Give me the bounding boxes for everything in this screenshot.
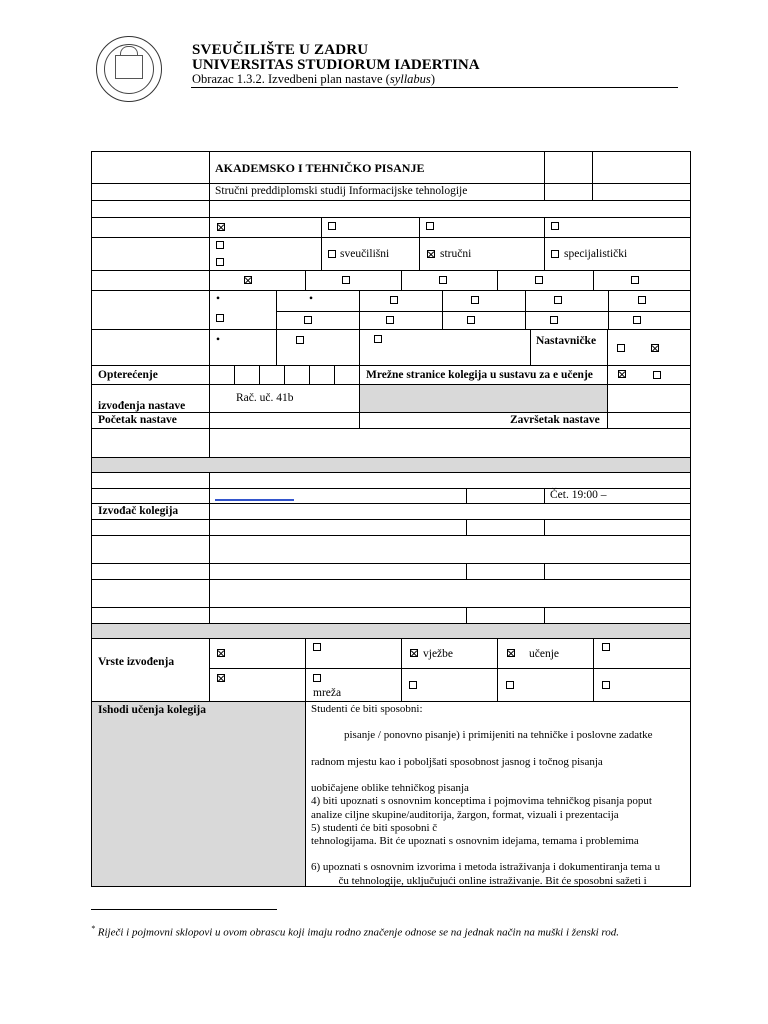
checkbox-checked[interactable] [217,223,225,231]
checkbox[interactable] [535,276,543,284]
course-title: AKADEMSKO I TEHNIČKO PISANJE [215,161,425,175]
web-pages-label: Mrežne stranice kolegija u sustavu za e učenje [366,369,593,381]
form-cell [91,200,210,218]
office-hours-value: Čet. 19:00 – [550,489,607,501]
form-cell [466,607,545,624]
checkbox[interactable] [313,643,321,651]
checkbox[interactable] [550,316,558,324]
checkbox-checked[interactable] [618,370,626,378]
checkbox[interactable] [216,314,224,322]
form-cell [91,488,210,504]
form-cell [359,384,608,413]
form-cell [234,365,260,385]
checkbox-checked[interactable] [217,674,225,682]
exercises-label: vježbe [423,648,454,660]
checkbox[interactable] [653,371,661,379]
checkbox[interactable] [409,681,417,689]
form-cell [359,311,443,330]
form-cell [592,151,691,184]
form-cell [91,563,210,580]
form-cell [309,365,335,385]
checkbox-checked[interactable] [651,344,659,352]
level-university-label: sveučilišni [340,248,390,260]
form-cell [209,270,306,291]
form-cell [91,237,210,271]
bullet: • [216,334,221,346]
form-cell [209,519,467,536]
form-cell [466,563,545,580]
types-label: Vrste izvođenja [98,656,175,668]
form-cell [209,412,360,429]
form-cell [91,290,210,330]
checkbox-checked[interactable] [244,276,252,284]
form-cell [91,428,210,458]
checkbox[interactable] [631,276,639,284]
form-cell [209,428,691,458]
checkbox[interactable] [554,296,562,304]
checkbox-checked[interactable] [217,649,225,657]
level-specialist-label: specijalistički [564,248,628,260]
form-cell [209,237,322,271]
form-cell [209,579,691,608]
form-cell [544,151,593,184]
venue-label: izvođenja nastave [98,400,186,412]
form-cell [91,701,306,887]
checkbox[interactable] [602,681,610,689]
checkbox[interactable] [328,250,336,258]
network-label: mreža [313,687,342,699]
section-band [91,623,691,639]
checkbox[interactable] [374,335,382,343]
form-cell [91,472,210,489]
email-link[interactable] [215,499,294,501]
form-cell [525,290,609,312]
checkbox[interactable] [506,681,514,689]
form-cell [209,472,691,489]
university-name: SVEUČILIŠTE U ZADRU [192,42,369,58]
checkbox[interactable] [342,276,350,284]
checkbox[interactable] [390,296,398,304]
form-cell [419,217,545,238]
checkbox[interactable] [467,316,475,324]
section-band [91,457,691,473]
checkbox-checked[interactable] [507,649,515,657]
checkbox[interactable] [633,316,641,324]
form-cell [284,365,310,385]
form-cell [525,311,609,330]
form-cell [91,151,210,184]
form-cell [209,200,691,218]
outcomes-label: Ishodi učenja kolegija [98,704,206,716]
checkbox[interactable] [551,250,559,258]
learning-outcomes-text: Studenti će biti sposobni: pisanje / ponovno pisanje) i primijeniti na tehničke i poslovne zadatke radnom mjestu kao i poboljšati sposobnost jasnog i točnog pisanja uobičajene oblike tehničkog pisanja 4) biti upoznati s osnovnim konceptima i pojmovima tehničkog pisanja poput analize ciljne skupine/auditorija, žargon, format, vizuali i prezentacija 5) studenti će biti sposobni č tehnologijama. Bit će upoznati s osnovnim idejama, temama i problemima 6) upoznati s osnovnim izvorima i metoda istraživanja i dokumentiranja tema u ču tehnologije, uključujući online istraživanje. Bit će sposobni sažeti i [311,703,661,887]
checkbox[interactable] [216,258,224,266]
form-cell [91,519,210,536]
room-value: Rač. uč. 41b [236,392,294,404]
header-rule [191,87,678,88]
form-cell [607,384,691,413]
start-label: Početak nastave [98,414,177,426]
form-cell [91,270,210,291]
form-cell [334,365,360,385]
form-cell [544,217,691,238]
checkbox[interactable] [439,276,447,284]
form-cell [401,270,498,291]
form-cell [209,607,467,624]
university-seal-logo [96,36,162,102]
form-cell [544,183,593,201]
programme-name: Stručni preddiplomski studij Informacijske tehnologije [215,185,468,197]
checkbox[interactable] [304,316,312,324]
form-cell [442,311,526,330]
form-cell [209,217,322,238]
checkbox[interactable] [426,222,434,230]
form-cell [209,365,235,385]
footnote: * Riječi i pojmovni sklopovi u ovom obrascu koji imaju rodno značenje odnose se na jednak način na muški i ženski rod. [91,924,620,939]
checkbox[interactable] [386,316,394,324]
form-cell [209,535,691,564]
form-cell [359,329,531,366]
footnote-rule [91,909,277,910]
form-cell [466,519,545,536]
teacher-label: Nastavničke [536,335,597,347]
form-cell [276,311,360,330]
form-cell [544,563,691,580]
form-cell [544,607,691,624]
checkbox[interactable] [551,222,559,230]
form-cell [593,270,691,291]
form-title: Obrazac 1.3.2. Izvedbeni plan nastave (syllabus) [192,72,435,86]
checkbox-checked[interactable] [427,250,435,258]
form-cell [607,412,691,429]
workload-label: Opterećenje [98,369,158,381]
form-cell [91,579,210,608]
form-cell [209,503,691,520]
learning-label: učenje [529,648,560,660]
form-cell [91,535,210,564]
form-cell [259,365,285,385]
form-cell [91,217,210,238]
form-cell [497,270,594,291]
form-cell [419,237,545,271]
form-cell [209,488,467,504]
form-cell [209,563,467,580]
checkbox[interactable] [602,643,610,651]
checkbox[interactable] [296,336,304,344]
level-professional-label: stručni [440,248,472,260]
form-cell [305,270,402,291]
form-cell [276,290,360,312]
form-cell [544,519,691,536]
form-cell [466,488,545,504]
form-cell [91,607,210,624]
university-latin-name: UNIVERSITAS STUDIORUM IADERTINA [192,57,480,73]
form-cell [359,290,443,312]
checkbox[interactable] [617,344,625,352]
form-cell [91,183,210,201]
form-cell [91,638,210,702]
lecturer-label: Izvođač kolegija [98,505,179,517]
checkbox[interactable] [313,674,321,682]
checkbox[interactable] [328,222,336,230]
checkbox[interactable] [216,241,224,249]
bullet: • [309,293,314,305]
checkbox[interactable] [471,296,479,304]
checkbox[interactable] [638,296,646,304]
bullet: • [216,293,221,305]
end-label: Završetak nastave [510,414,600,426]
form-cell [592,183,691,201]
form-cell [608,311,691,330]
form-cell [276,329,360,366]
form-cell [442,290,526,312]
form-cell [608,290,691,312]
form-cell [91,329,210,366]
checkbox-checked[interactable] [410,649,418,657]
